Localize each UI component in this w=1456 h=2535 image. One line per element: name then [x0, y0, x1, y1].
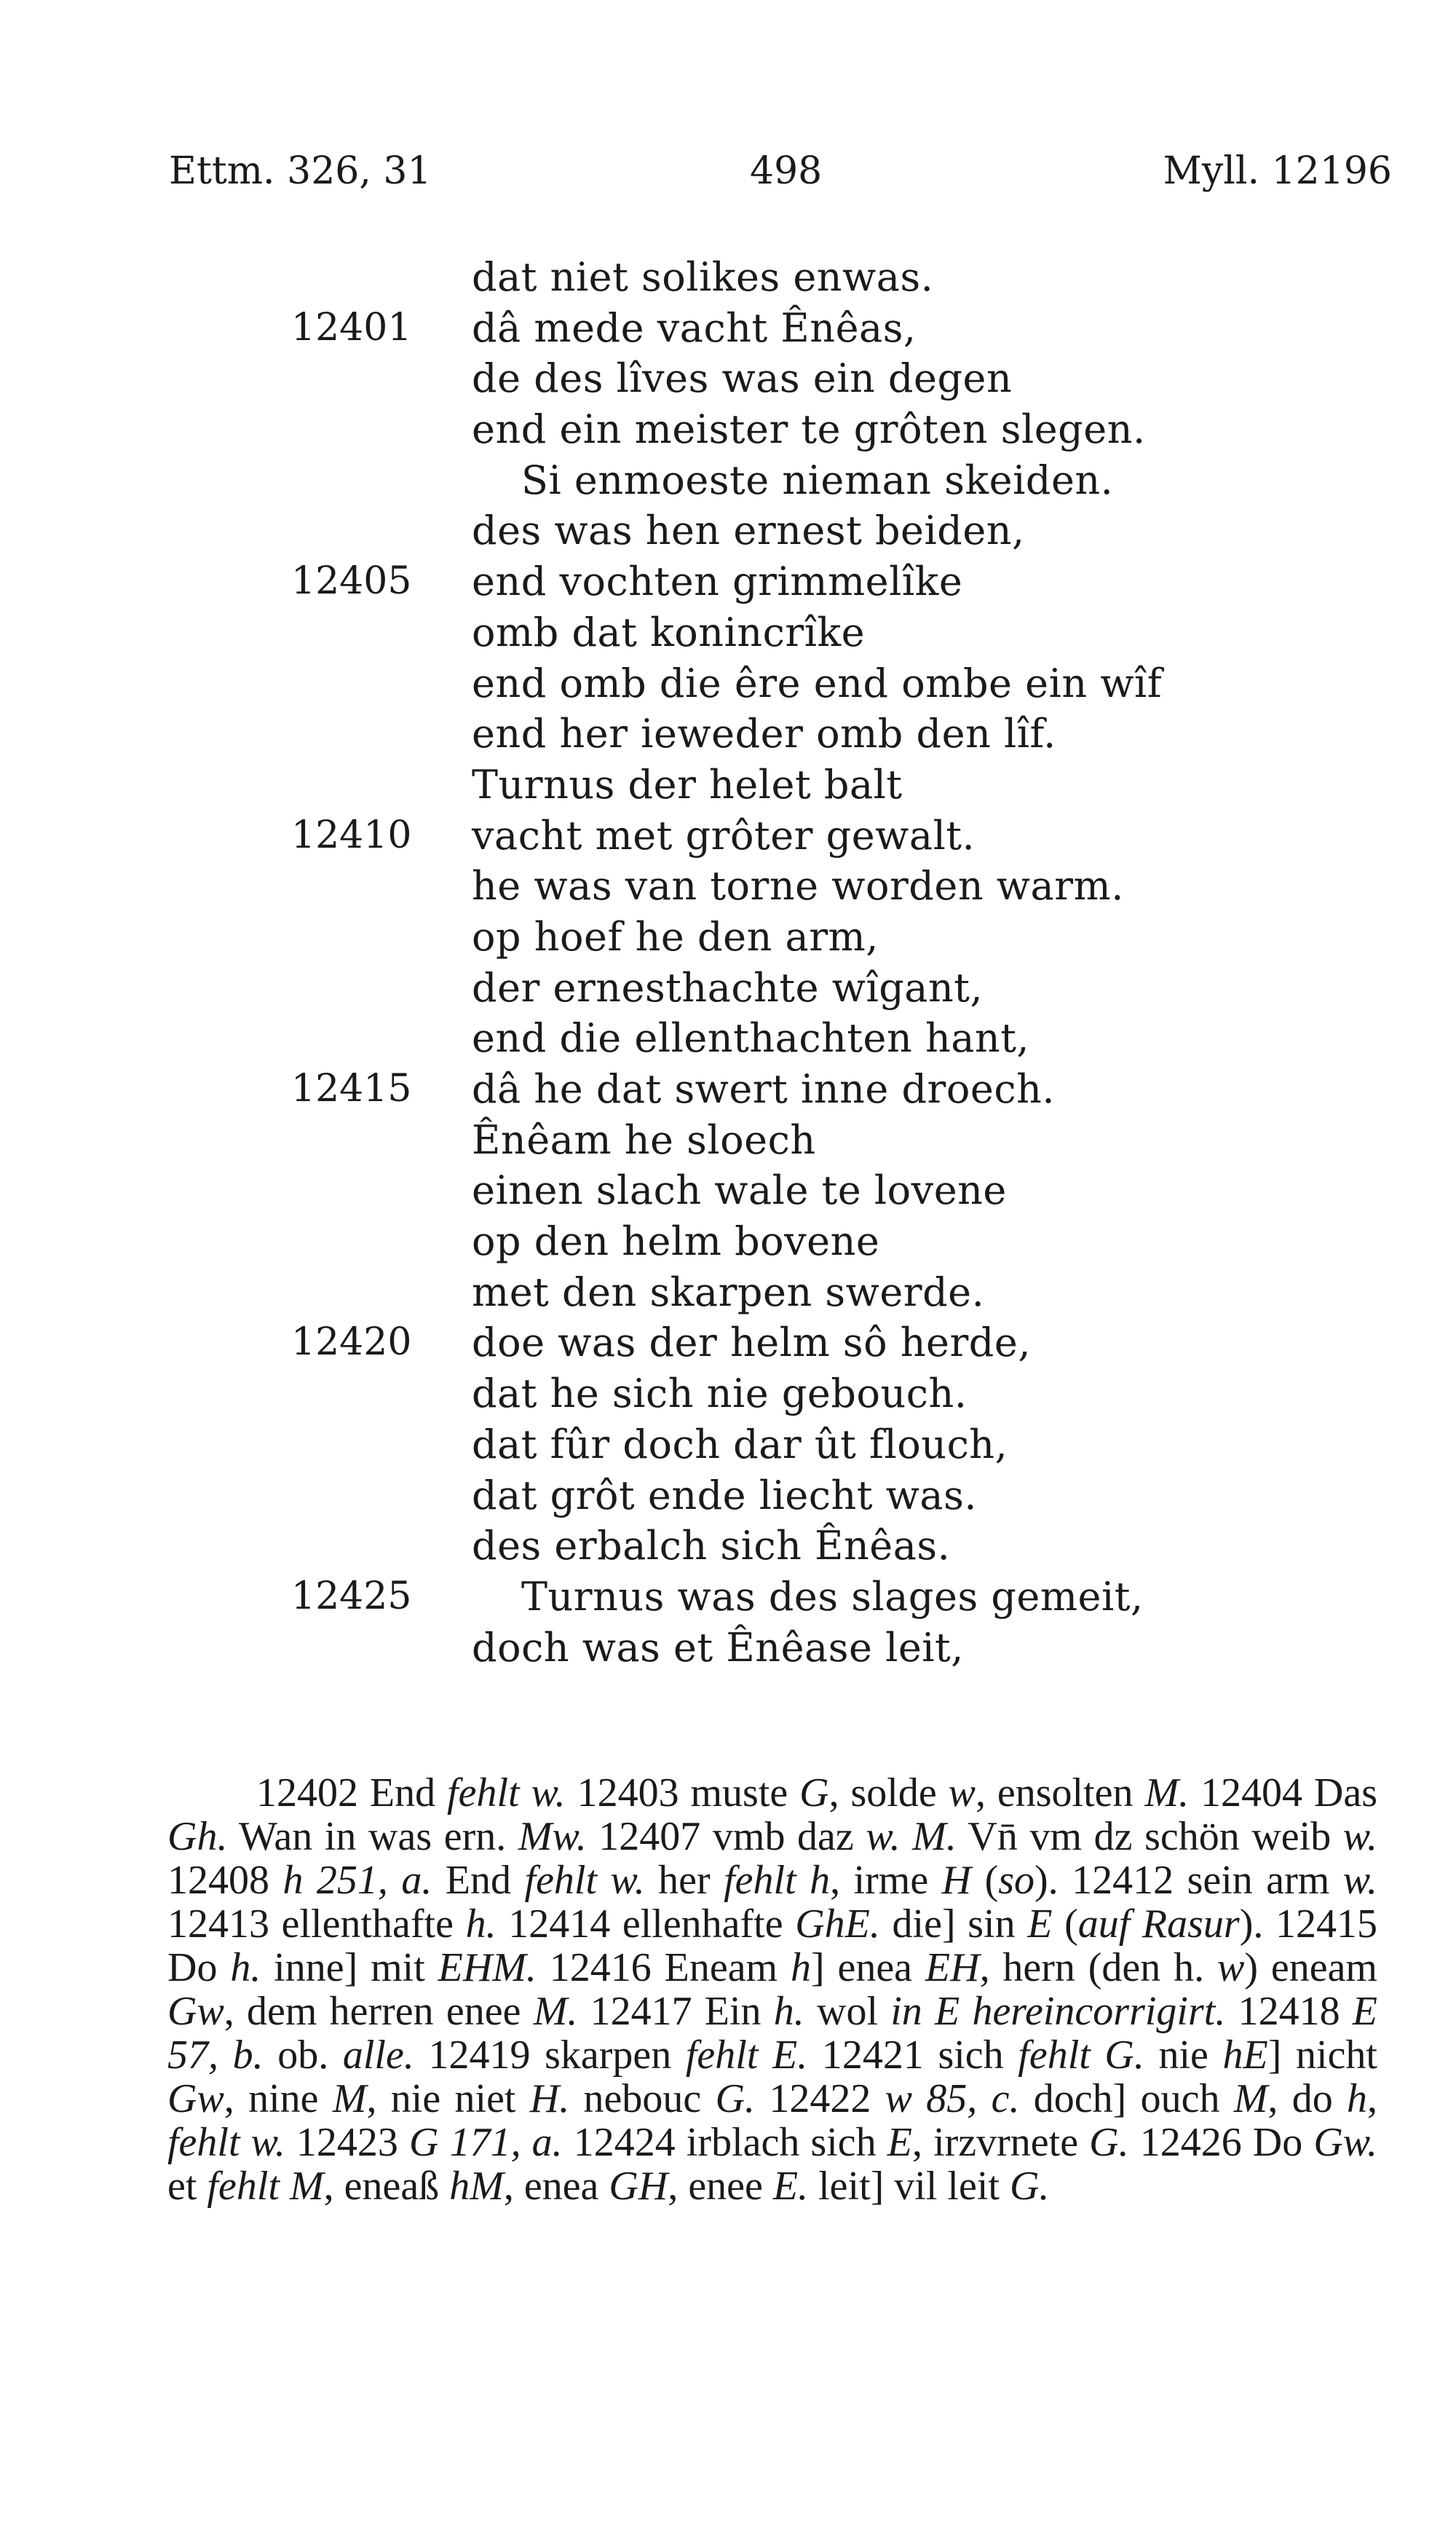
verse-text: des erbalch sich Ênêas.	[472, 1523, 951, 1569]
verse-text: end vochten grimmelîke	[472, 559, 963, 605]
apparatus-text: , nine	[223, 2076, 333, 2121]
apparatus-siglum: G 171, a.	[409, 2120, 563, 2165]
verse-line	[0, 811, 1456, 862]
apparatus-siglum: w	[1217, 1945, 1245, 1990]
verse-line	[0, 1013, 1456, 1064]
apparatus-siglum: w.	[1342, 1814, 1377, 1859]
verse-line	[0, 1572, 1456, 1623]
apparatus-siglum: in E hereincorrigirt.	[890, 1989, 1226, 2034]
apparatus-siglum: auf Rasur	[1077, 1901, 1240, 1947]
verse-text: Turnus was des slages gemeit,	[521, 1573, 1144, 1620]
apparatus-siglum: fehlt w.	[524, 1858, 645, 1903]
verse-line	[0, 760, 1456, 811]
apparatus-siglum: h.	[773, 1989, 804, 2034]
apparatus-text: ) eneam	[1244, 1945, 1377, 1990]
apparatus-siglum: M	[332, 2076, 367, 2121]
apparatus-siglum: E	[887, 2120, 912, 2165]
verse-number: 12410	[291, 813, 412, 857]
apparatus-text: , irzvrnete	[911, 2120, 1090, 2165]
apparatus-text: , irme	[830, 1858, 942, 1903]
apparatus-text: ] nicht	[1267, 2033, 1377, 2078]
apparatus-text: 12418	[1225, 1989, 1353, 2034]
apparatus-text: 12408	[167, 1858, 283, 1903]
apparatus-text: End	[432, 1858, 525, 1903]
verse-text: dâ he dat swert inne droech.	[472, 1066, 1056, 1112]
verse-text: end her ieweder omb den lîf.	[472, 711, 1056, 757]
apparatus-siglum: G.	[1009, 2164, 1050, 2209]
verse-text: dat niet solikes enwas.	[472, 254, 934, 300]
verse-text: der ernesthachte wîgant,	[472, 964, 984, 1011]
apparatus-text: doch] ouch	[1019, 2076, 1234, 2121]
verse-text: op hoef he den arm,	[472, 913, 879, 960]
apparatus-text: 12423	[285, 2120, 410, 2165]
apparatus-siglum: h 251, a.	[282, 1858, 432, 1903]
apparatus-siglum: M.	[1144, 1770, 1190, 1815]
apparatus-siglum: EHM.	[438, 1945, 537, 1990]
apparatus-siglum: Gw	[167, 1989, 224, 2034]
verse-line	[0, 709, 1456, 760]
apparatus-siglum: E 57, b.	[167, 1989, 1378, 2078]
apparatus-siglum: fehlt h	[724, 1858, 831, 1903]
apparatus-siglum: w. M.	[866, 1814, 957, 1859]
apparatus-siglum: h	[790, 1945, 811, 1990]
apparatus-siglum: fehlt M	[207, 2164, 324, 2209]
apparatus-siglum: Gh.	[167, 1814, 228, 1859]
verse-text: de des lîves was ein degen	[472, 355, 1013, 402]
apparatus-siglum: w	[948, 1770, 976, 1815]
verse-number: 12401	[291, 305, 412, 350]
verse-line	[0, 658, 1456, 709]
verse-line	[0, 455, 1456, 506]
verse-line	[0, 1165, 1456, 1216]
apparatus-siglum: E	[1027, 1901, 1053, 1947]
verse-text: doe was der helm sô herde,	[472, 1320, 1031, 1366]
apparatus-text: 12413 ellenthafte	[167, 1901, 466, 1947]
apparatus-siglum: EH	[925, 1945, 980, 1990]
verse-text: doch was et Ênêase leit,	[472, 1624, 964, 1671]
apparatus-text: wol	[804, 1989, 891, 2034]
apparatus-siglum: M	[1233, 2076, 1268, 2121]
apparatus-text: 12404 Das	[1189, 1770, 1377, 1815]
apparatus-text: (	[1052, 1901, 1078, 1947]
verse-line	[0, 1419, 1456, 1470]
apparatus-text: 12407 vmb daz	[586, 1814, 866, 1859]
verse-line	[0, 1064, 1456, 1115]
apparatus-text: 12414 ellenhafte	[496, 1901, 796, 1947]
apparatus-siglum: G	[799, 1770, 829, 1815]
apparatus-siglum: H	[941, 1858, 972, 1903]
apparatus-siglum: hM	[449, 2164, 504, 2209]
apparatus-text: , enee	[668, 2164, 773, 2209]
apparatus-text: Wan in was ern.	[227, 1814, 518, 1859]
apparatus-text: et	[167, 2164, 207, 2209]
apparatus-text: (	[971, 1858, 999, 1903]
verse-line	[0, 963, 1456, 1014]
verse-text: he was van torne worden warm.	[472, 863, 1124, 910]
verse-text: vacht met grôter gewalt.	[472, 812, 976, 859]
verse-line	[0, 1216, 1456, 1267]
verse-line	[0, 1267, 1456, 1318]
apparatus-text: 12403 muste	[565, 1770, 800, 1815]
verse-line	[0, 1521, 1456, 1572]
apparatus-text: ).	[1034, 1858, 1059, 1903]
verse-text: Turnus der helet balt	[472, 761, 903, 808]
verse-line	[0, 303, 1456, 354]
apparatus-siglum: fehlt E.	[685, 2033, 808, 2078]
apparatus-text: nebouc	[569, 2076, 716, 2121]
apparatus-siglum: GH	[609, 2164, 668, 2209]
page-number: 498	[750, 149, 823, 193]
apparatus-siglum: so	[998, 1858, 1035, 1903]
apparatus-text: 12416 Eneam	[536, 1945, 791, 1990]
apparatus-text: inne] mit	[261, 1945, 438, 1990]
apparatus-siglum: fehlt w.	[167, 2120, 285, 2165]
verse-text: einen slach wale te lovene	[472, 1167, 1007, 1214]
apparatus-siglum: E.	[772, 2164, 809, 2209]
header-left-reference: Ettm. 326, 31	[169, 149, 432, 193]
apparatus-siglum: fehlt w.	[447, 1770, 566, 1815]
verse-text: end omb die êre end ombe ein wîf	[472, 660, 1163, 706]
apparatus-text: ob.	[263, 2033, 343, 2078]
verse-text: Ênêam he sloech	[472, 1116, 816, 1163]
verse-block	[0, 252, 1456, 1673]
apparatus-text: , enea	[503, 2164, 609, 2209]
verse-text: omb dat konincrîke	[472, 609, 866, 655]
apparatus-text: , do	[1267, 2076, 1348, 2121]
verse-text: end die ellenthachten hant,	[472, 1015, 1030, 1062]
apparatus-siglum: M.	[533, 1989, 578, 2034]
apparatus-siglum: fehlt G.	[1018, 2033, 1144, 2078]
apparatus-siglum: G.	[1089, 2120, 1129, 2165]
header-right-reference: Myll. 12196	[1163, 149, 1392, 193]
apparatus-siglum: H.	[529, 2076, 570, 2121]
apparatus-text: nie	[1144, 2033, 1223, 2078]
verse-text: met den skarpen swerde.	[472, 1269, 985, 1315]
apparatus-siglum: Mw.	[518, 1814, 587, 1859]
apparatus-siglum: w.	[1342, 1858, 1377, 1903]
apparatus-text: ,	[1367, 2076, 1378, 2121]
apparatus-siglum: h	[1347, 2076, 1368, 2121]
verse-text: dat he sich nie gebouch.	[472, 1371, 968, 1417]
apparatus-siglum: hE	[1222, 2033, 1268, 2078]
verse-line	[0, 1317, 1456, 1368]
verse-line	[0, 353, 1456, 404]
verse-text: dat grôt ende liecht was.	[472, 1472, 977, 1518]
apparatus-text: 12417 Ein	[577, 1989, 774, 2034]
apparatus-text: 12424 irblach sich	[562, 2120, 887, 2165]
running-head	[169, 146, 1392, 197]
apparatus-siglum: w 85, c.	[885, 2076, 1020, 2121]
verse-line	[0, 505, 1456, 556]
apparatus-siglum: h.	[465, 1901, 496, 1947]
apparatus-siglum: G.	[715, 2076, 756, 2121]
verse-line	[0, 404, 1456, 455]
apparatus-siglum: Gw.	[1313, 2120, 1377, 2165]
apparatus-text: Vn̄ vm dz schön weib	[956, 1814, 1343, 1859]
apparatus-text: 12426 Do	[1128, 2120, 1314, 2165]
apparatus-text: , solde	[828, 1770, 949, 1815]
verse-line	[0, 252, 1456, 303]
verse-line	[0, 607, 1456, 658]
apparatus-text: , nie niet	[366, 2076, 530, 2121]
verse-text: Si enmoeste nieman skeiden.	[521, 457, 1114, 503]
verse-line	[0, 861, 1456, 912]
apparatus-siglum: Gw	[167, 2076, 224, 2121]
apparatus-siglum: GhE.	[795, 1901, 880, 1947]
apparatus-text: 12422	[755, 2076, 885, 2121]
apparatus-text: leit] vil leit	[808, 2164, 1010, 2209]
verse-number: 12425	[291, 1574, 412, 1618]
apparatus-text: 12402 End	[256, 1770, 448, 1815]
apparatus-text: 12412 sein arm	[1058, 1858, 1343, 1903]
apparatus-text: die] sin	[879, 1901, 1028, 1947]
verse-line	[0, 556, 1456, 607]
apparatus-text: , ensolten	[976, 1770, 1145, 1815]
verse-number: 12420	[291, 1320, 412, 1365]
verse-text: dat fûr doch dar ût flouch,	[472, 1421, 1008, 1467]
verse-line	[0, 1368, 1456, 1419]
apparatus-text: , hern (den h.	[979, 1945, 1217, 1990]
verse-text: op den helm bovene	[472, 1218, 880, 1265]
apparatus-text: , eneaß	[323, 2164, 450, 2209]
verse-line	[0, 912, 1456, 963]
verse-text: des was hen ernest beiden,	[472, 508, 1025, 554]
verse-text: end ein meister te grôten slegen.	[472, 406, 1146, 453]
apparatus-siglum: alle.	[342, 2033, 414, 2078]
apparatus-text: , dem herren enee	[223, 1989, 534, 2034]
apparatus-text: 12415 Do	[167, 1901, 1378, 1990]
apparatus-text: 12421 sich	[807, 2033, 1018, 2078]
apparatus-siglum: h.	[230, 1945, 261, 1990]
verse-line	[0, 1115, 1456, 1166]
apparatus-text: ] enea	[810, 1945, 925, 1990]
apparatus-text: 12419 skarpen	[414, 2033, 686, 2078]
verse-text: dâ mede vacht Ênêas,	[472, 304, 917, 351]
verse-line	[0, 1623, 1456, 1673]
verse-number: 12415	[291, 1067, 412, 1111]
apparatus-text: ).	[1239, 1901, 1264, 1947]
verse-number: 12405	[291, 559, 412, 604]
apparatus-text: her	[644, 1858, 724, 1903]
verse-line	[0, 1470, 1456, 1521]
critical-apparatus	[167, 1771, 1377, 2208]
